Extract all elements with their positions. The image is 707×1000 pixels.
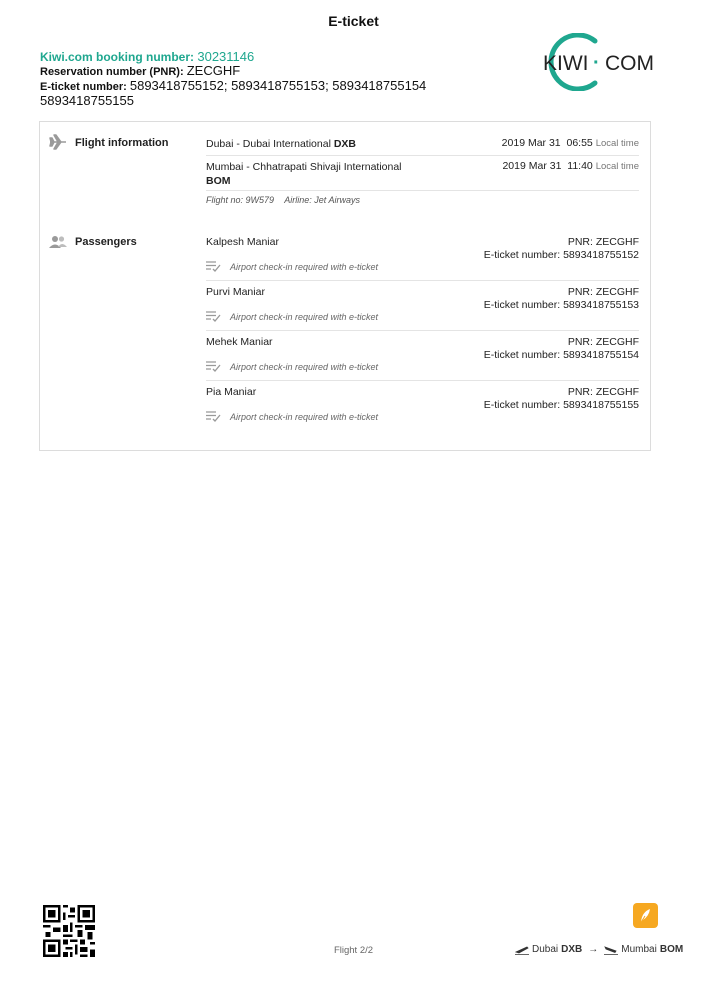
passenger-divider	[206, 380, 639, 381]
segment-airport-code: DXB	[333, 138, 357, 150]
checkin-text: Airport check-in required with e-ticket	[230, 261, 379, 272]
pnr-value: ZECGHF	[595, 236, 639, 248]
airline-label: Airline:	[284, 195, 312, 205]
local-time-label: Local time	[595, 161, 639, 172]
segment-time: 11:40	[567, 160, 593, 172]
eticket-value: 5893418755155	[563, 399, 639, 411]
booking-header	[40, 50, 426, 108]
flight-segment-departure	[206, 137, 639, 153]
checkin-note	[206, 261, 378, 272]
logo-dot: ·	[593, 52, 600, 74]
segment-divider	[206, 155, 639, 156]
local-time-label: Local time	[595, 138, 639, 149]
flight-segment-arrival	[206, 160, 639, 190]
route-from-city: Dubai	[532, 944, 559, 955]
page-indicator: Flight 2/2	[333, 945, 374, 956]
pnr-label: PNR:	[567, 386, 593, 398]
checklist-icon	[206, 261, 221, 272]
checkin-note	[206, 361, 378, 372]
flight-no-label: Flight no:	[206, 195, 244, 205]
segment-datetime	[502, 160, 639, 172]
logo-kiwi-text: KIWI	[543, 52, 589, 75]
pnr-label: Reservation number (PNR):	[40, 66, 184, 78]
flight-no-value: 9W579	[245, 195, 275, 205]
flight-info-label: Flight information	[75, 137, 169, 149]
pnr-value: ZECGHF	[595, 336, 639, 348]
segment-date: 2019 Mar 31	[501, 137, 561, 149]
passenger-row	[206, 386, 639, 434]
page-title: E-ticket	[328, 13, 379, 29]
checkin-text: Airport check-in required with e-ticket	[230, 361, 379, 372]
checklist-icon	[206, 361, 221, 372]
passenger-name: Pia Maniar	[206, 386, 257, 398]
app-icon	[633, 903, 658, 928]
passenger-eticket	[484, 349, 639, 361]
eticket-numbers: 5893418755152; 5893418755153; 5893418755154	[129, 78, 427, 93]
checkin-note	[206, 311, 378, 322]
eticket-numbers-continued: 5893418755155	[40, 93, 134, 108]
segment-date: 2019 Mar 31	[502, 160, 562, 172]
eticket-label: E-ticket number:	[483, 299, 561, 311]
pnr-value: ZECGHF	[595, 386, 639, 398]
checkin-text: Airport check-in required with e-ticket	[230, 411, 379, 422]
people-icon	[49, 234, 67, 250]
passenger-row	[206, 286, 639, 334]
passenger-pnr	[568, 236, 639, 248]
segment-airport-code: BOM	[206, 175, 231, 187]
passenger-row	[206, 236, 639, 284]
route-from-code: DXB	[561, 944, 583, 955]
route-arrow: →	[588, 944, 599, 955]
passenger-pnr	[568, 286, 639, 298]
segment-datetime	[502, 137, 639, 149]
passenger-name: Mehek Maniar	[206, 336, 273, 348]
logo-com-text: COM	[605, 52, 654, 75]
passenger-pnr	[568, 386, 639, 398]
booking-number-value: 30231146	[197, 49, 255, 64]
passenger-divider	[206, 330, 639, 331]
pnr-value: ZECGHF	[186, 63, 241, 78]
eticket-value: 5893418755152	[563, 249, 639, 261]
route-to-city: Mumbai	[621, 944, 657, 955]
segment-time: 06:55	[566, 137, 593, 149]
takeoff-icon	[515, 945, 529, 955]
pnr-label: PNR:	[567, 286, 593, 298]
passengers-label: Passengers	[75, 236, 137, 248]
passenger-row	[206, 336, 639, 384]
passenger-eticket	[484, 399, 639, 411]
route-to-code: BOM	[659, 944, 684, 955]
eticket-line	[40, 79, 426, 94]
eticket-label: E-ticket number:	[483, 399, 561, 411]
pnr-line	[40, 64, 426, 79]
passenger-pnr	[568, 336, 639, 348]
kiwi-logo	[529, 33, 659, 91]
airline-value: Jet Airways	[314, 195, 360, 205]
passenger-name: Purvi Maniar	[206, 286, 265, 298]
passenger-name: Kalpesh Maniar	[206, 236, 279, 248]
airplane-icon	[49, 134, 67, 150]
pnr-label: PNR:	[567, 236, 593, 248]
passenger-eticket	[484, 249, 639, 261]
checkin-text: Airport check-in required with e-ticket	[230, 311, 379, 322]
flight-details	[206, 195, 360, 205]
landing-icon	[604, 945, 618, 955]
segment-place	[206, 137, 456, 151]
checklist-icon	[206, 411, 221, 422]
checklist-icon	[206, 311, 221, 322]
booking-number-line	[40, 50, 426, 64]
pnr-value: ZECGHF	[595, 286, 639, 298]
eticket-value: 5893418755153	[563, 299, 639, 311]
segment-place	[206, 160, 456, 188]
checkin-note	[206, 411, 378, 422]
eticket-value: 5893418755154	[563, 349, 639, 361]
booking-number-label: Kiwi.com booking number:	[40, 50, 195, 64]
eticket-label: E-ticket number:	[40, 81, 127, 93]
eticket-label: E-ticket number:	[483, 249, 561, 261]
feather-icon	[633, 903, 658, 928]
segment-place-name: Mumbai - Chhatrapati Shivaji International	[206, 161, 402, 173]
segment-place-name: Dubai - Dubai International	[206, 138, 331, 150]
passenger-divider	[206, 280, 639, 281]
eticket-label: E-ticket number:	[483, 349, 561, 361]
route-summary	[515, 944, 683, 955]
segment-divider	[206, 190, 639, 191]
passenger-eticket	[484, 299, 639, 311]
pnr-label: PNR:	[567, 336, 593, 348]
